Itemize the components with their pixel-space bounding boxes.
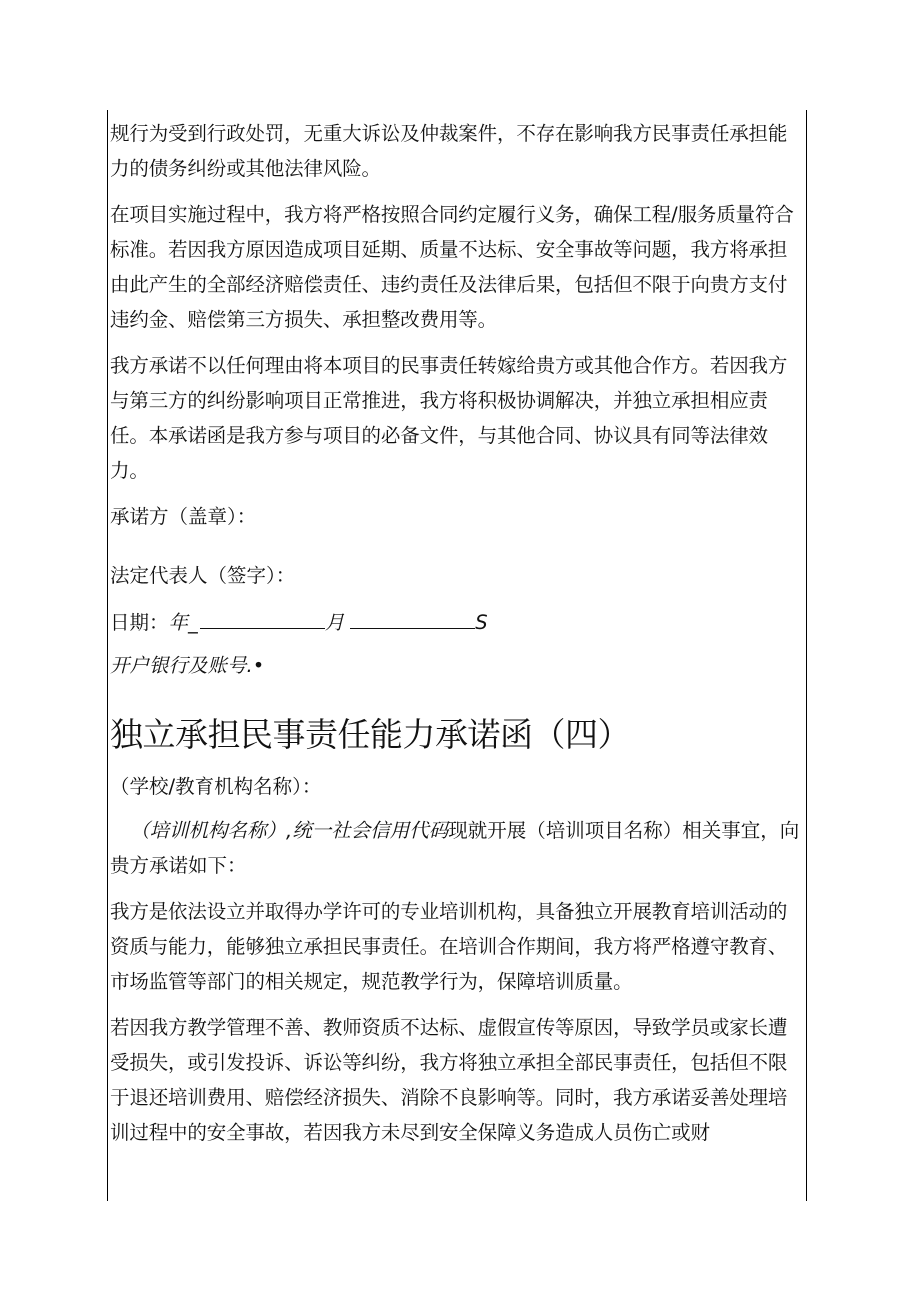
date-day: S [475,611,488,634]
paragraph-legal-record: 规行为受到行政处罚，无重大诉讼及仲裁案件，不存在影响我方民事责任承担能力的债务纠纷或其他法律风险。 [110,122,788,180]
intro-rest: 现就开展（培训项目名称）相关事宜，向贵方承诺如下： [110,819,800,877]
paragraph-qualification: 我方是依法设立并取得办学许可的专业培训机构，具备独立开展教育培训活动的资质与能力，能够独立承担民事责任。在培训合作期间，我方将严格遵守教育、市场监管等部门的相关规定，规范教学行为，保障培训质量。 [110,900,788,993]
date-line [110,605,804,640]
bank-account-label: 开户银行及账号.• [110,654,265,677]
date-month-blank [350,610,475,629]
addressee: （学校/教育机构名称）： [110,775,322,798]
document-body [110,116,804,1150]
date-year-blank [200,610,325,629]
section-title: 独立承担民事责任能力承诺函（四） [110,715,630,754]
date-year: 年_ [168,611,198,634]
date-label: 日期： [110,611,169,634]
legal-rep-label: 法定代表人（签字）： [110,564,296,587]
seal-label: 承诺方（盖章）： [110,505,257,528]
date-month: 月 [324,611,345,634]
intro-italic: （培训机构名称）,统一社会信用代码 [130,819,449,842]
intro-paragraph [110,813,804,883]
paragraph-project-obligation: 在项目实施过程中，我方将严格按照合同约定履行义务，确保工程/服务质量符合标准。若因我方原因造成项目延期、质量不达标、安全事故等问题，我方将承担由此产生的全部经济赔偿责任、违约责任及法律后果，包括但不限于向贵方支付违约金、赔偿第三方损失、承担整改费用等。 [110,203,794,331]
paragraph-no-transfer: 我方承诺不以任何理由将本项目的民事责任转嫁给贵方或其他合作方。若因我方与第三方的纠纷影响项目正常推进，我方将积极协调解决，并独立承担相应责任。本承诺函是我方参与项目的必备文件，与其他合同、协议具有同等法律效力。 [110,354,788,482]
paragraph-liability: 若因我方教学管理不善、教师资质不达标、虚假宣传等原因，导致学员或家长遭受损失，或引发投诉、诉讼等纠纷，我方将独立承担全部民事责任，包括但不限于退还培训费用、赔偿经济损失、消除不良影响等。同时，我方承诺妥善处理培训过程中的安全事故，若因我方未尽到安全保障义务造成人员伤亡或财 [110,1016,788,1144]
